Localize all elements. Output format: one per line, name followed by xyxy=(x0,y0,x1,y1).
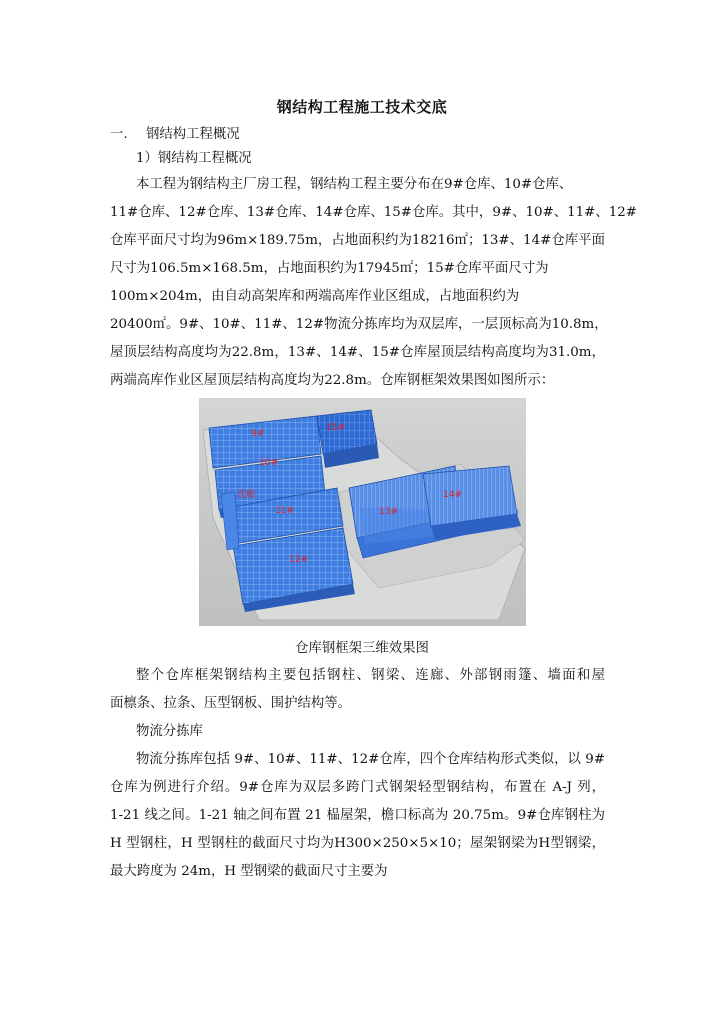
building-label-13: 13# xyxy=(379,507,398,517)
paragraph-line: 两端高库作业区屋顶层结构高度均为22.8m。仓库钢框架效果图如图所示： xyxy=(110,373,555,388)
section-title: 钢结构工程概况 xyxy=(146,127,240,142)
paragraph-line: 尺寸为106.5m×168.5m，占地面积约为17945㎡；15#仓库平面尺寸为 xyxy=(110,261,549,276)
paragraph-line: 整个仓库框架钢结构主要包括钢柱、钢梁、连廊、外部钢雨篷、墙面和屋 xyxy=(136,668,605,683)
paragraph-line: 100m×204m，由自动高架库和两端高库作业区组成，占地面积约为 xyxy=(110,289,520,304)
building-label-9: 9# xyxy=(251,429,265,439)
paragraph-line: 屋顶层结构高度均为22.8m，13#、14#、15#仓库屋顶层结构高度均为31.0m， xyxy=(110,345,605,360)
paragraph-line: 仓库为例进行介绍。9#仓库为双层多跨门式钢架轻型钢结构，布置在 A-J 列， xyxy=(110,780,605,795)
warehouse-frame-figure xyxy=(199,398,526,626)
document-title: 钢结构工程施工技术交底 xyxy=(276,98,448,116)
paragraph-line: 本工程为钢结构主厂房工程，钢结构工程主要分布在9#仓库、10#仓库、 xyxy=(136,177,573,192)
building-label-10: 10# xyxy=(259,458,278,468)
paragraph-line: 20400㎡。9#、10#、11#、12#物流分拣库均为双层库，一层顶标高为10.8m， xyxy=(110,317,608,332)
warehouse-render-image xyxy=(199,398,526,626)
building-label-14: 14# xyxy=(443,490,462,500)
building-label-12: 12# xyxy=(289,555,308,565)
building-label-11: 11# xyxy=(275,506,294,516)
paragraph-line: 最大跨度为 24m，H 型钢梁的截面尺寸主要为 xyxy=(110,864,388,879)
section-number: 一. xyxy=(110,127,128,142)
figure-caption: 仓库钢框架三维效果图 xyxy=(295,641,429,656)
paragraph-line: 11#仓库、12#仓库、13#仓库、14#仓库、15#仓库。其中，9#、10#、11#、12# xyxy=(110,205,638,220)
building-label-15: 15# xyxy=(326,423,345,433)
subsection-heading: 1）钢结构工程概况 xyxy=(136,151,252,166)
paragraph-line: H 型钢柱，H 型钢柱的截面尺寸均为H300×250×5×10；屋架钢梁为H型钢梁， xyxy=(110,836,605,851)
section-heading xyxy=(110,126,240,144)
paragraph-line: 物流分拣库包括 9#、10#、11#、12#仓库，四个仓库结构形式类似，以 9# xyxy=(136,752,605,767)
paragraph-line: 1-21 线之间。1-21 轴之间布置 21 榀屋架，檐口标高为 20.75m。9#仓库钢柱为 xyxy=(110,808,605,823)
paragraph-line: 面檩条、拉条、压型钢板、围护结构等。 xyxy=(110,696,352,711)
paragraph-line: 仓库平面尺寸均为96m×189.75m，占地面积约为18216㎡；13#、14#仓库平面 xyxy=(110,233,605,248)
building-label-corridor: 连廊 xyxy=(237,490,256,500)
subheading: 物流分拣库 xyxy=(136,724,203,739)
